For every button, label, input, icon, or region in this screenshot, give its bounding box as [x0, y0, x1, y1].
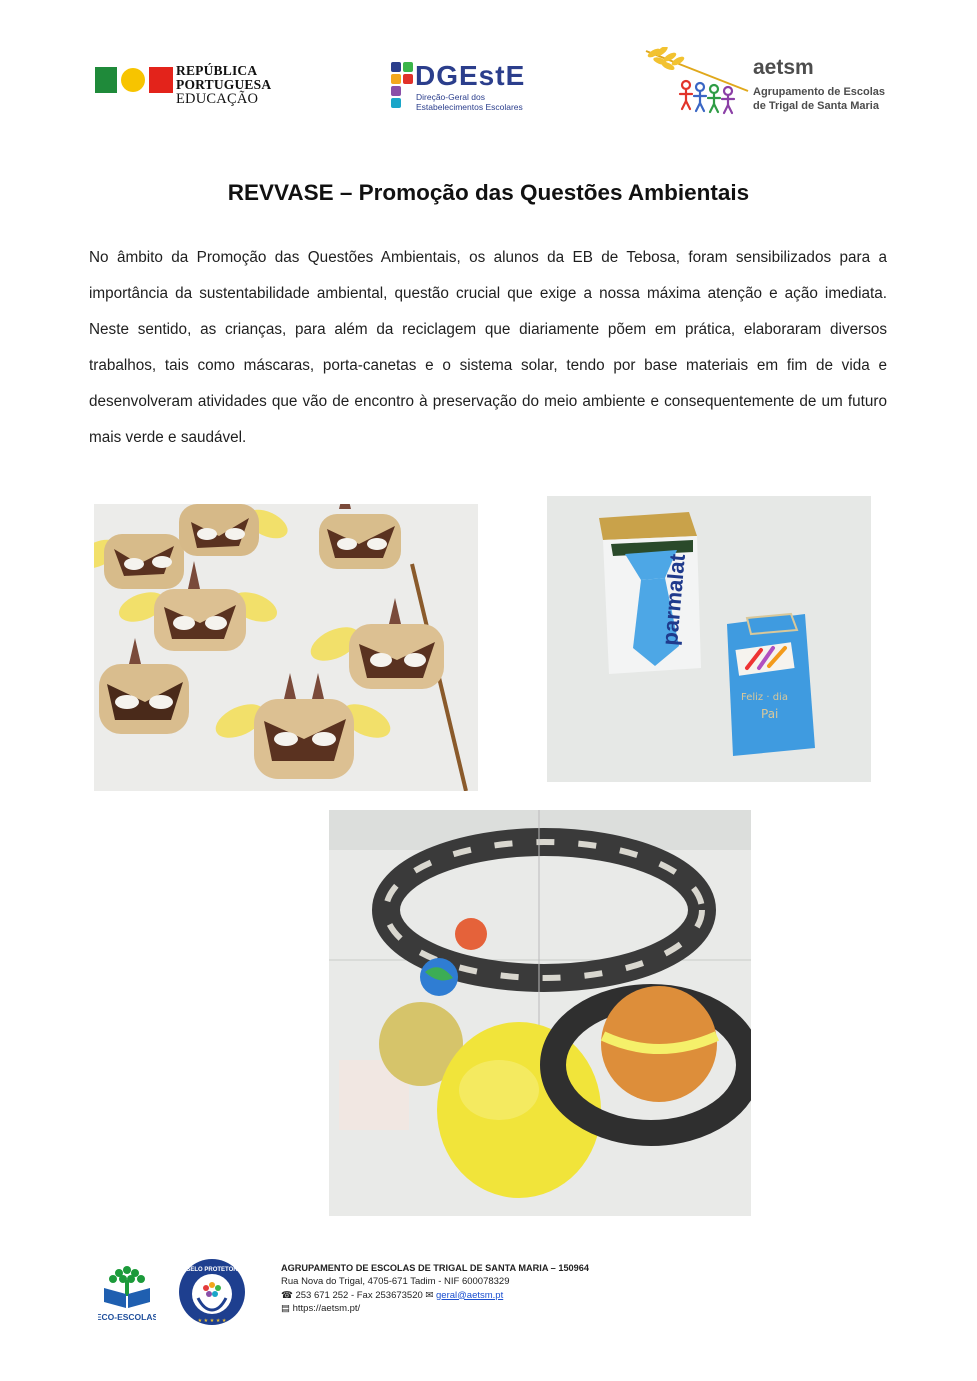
- footer-school: AGRUPAMENTO DE ESCOLAS DE TRIGAL DE SANTA MARIA – 150964: [281, 1263, 589, 1273]
- aetsm-name: aetsm: [753, 56, 814, 79]
- footer-address: Rua Nova do Trigal, 4705-671 Tadim - NIF 600078329: [281, 1276, 510, 1288]
- republica-flag-logo: [95, 66, 175, 94]
- carton-brand: parmalat: [657, 552, 690, 647]
- svg-text:★ ★ ★ ★ ★: ★ ★ ★ ★ ★: [197, 1318, 227, 1324]
- solar-system-photo: [329, 810, 751, 1216]
- aetsm-sub1: Agrupamento de Escolas: [753, 86, 886, 98]
- pencil-holder-photo: [547, 496, 871, 782]
- republica-line1: REPÚBLICA: [176, 63, 258, 78]
- aetsm-logo-icon: [640, 47, 752, 117]
- republica-line2: PORTUGUESA: [176, 77, 272, 92]
- footer-website-link[interactable]: ▤ https://aetsm.pt/: [281, 1302, 361, 1314]
- dgeste-logo-mark: [389, 60, 415, 114]
- card-line2: Pai: [761, 707, 779, 721]
- aetsm-sub2: de Trigal de Santa Maria: [753, 100, 879, 112]
- selo-label: SELO PROTETOR: [186, 1267, 238, 1273]
- document-body: No âmbito da Promoção das Questões Ambientais, os alunos da EB de Tebosa, foram sensibilizados para a importância da sustentabilidade ambiental, questão crucial que exige a nossa máxima atenção e ação imediata. Neste sentido, as crianças, para além da reciclagem que diariamente põem em prática, elaboraram diversos trabalhos, tais como máscaras, porta-canetas e o sistema solar, tendo por base materiais em fim de vida e desenvolveram atividades que vão de encontro à preservação do meio ambiente e consequentemente de um futuro mais verde e saudável.: [89, 249, 887, 446]
- footer-email-link[interactable]: geral@aetsm.pt: [436, 1289, 504, 1301]
- footer-phone-line: [281, 1289, 681, 1302]
- dgeste-title: DGEstE: [415, 60, 526, 91]
- eco-escolas-label: ECO-ESCOLAS: [98, 1312, 156, 1322]
- aetsm-subtitle: [753, 85, 903, 113]
- republica-line3: EDUCAÇÃO: [176, 91, 259, 107]
- dgeste-sub2: Estabelecimentos Escolares: [416, 102, 523, 112]
- republica-logo-text: [176, 64, 316, 106]
- giraffe-masks-photo: [94, 504, 478, 791]
- eco-escolas-logo: [98, 1258, 156, 1324]
- dgeste-subtitle: [416, 92, 556, 112]
- footer-phone: ☎ 253 671 252 - Fax 253673520 ✉: [281, 1289, 434, 1301]
- dgeste-sub1: Direção-Geral dos: [416, 92, 485, 102]
- footer-contact: [281, 1262, 681, 1315]
- card-line1: Feliz · dia: [741, 692, 788, 703]
- selo-protetor-logo: [178, 1258, 246, 1326]
- document-title: REVVASE – Promoção das Questões Ambientais: [227, 180, 750, 205]
